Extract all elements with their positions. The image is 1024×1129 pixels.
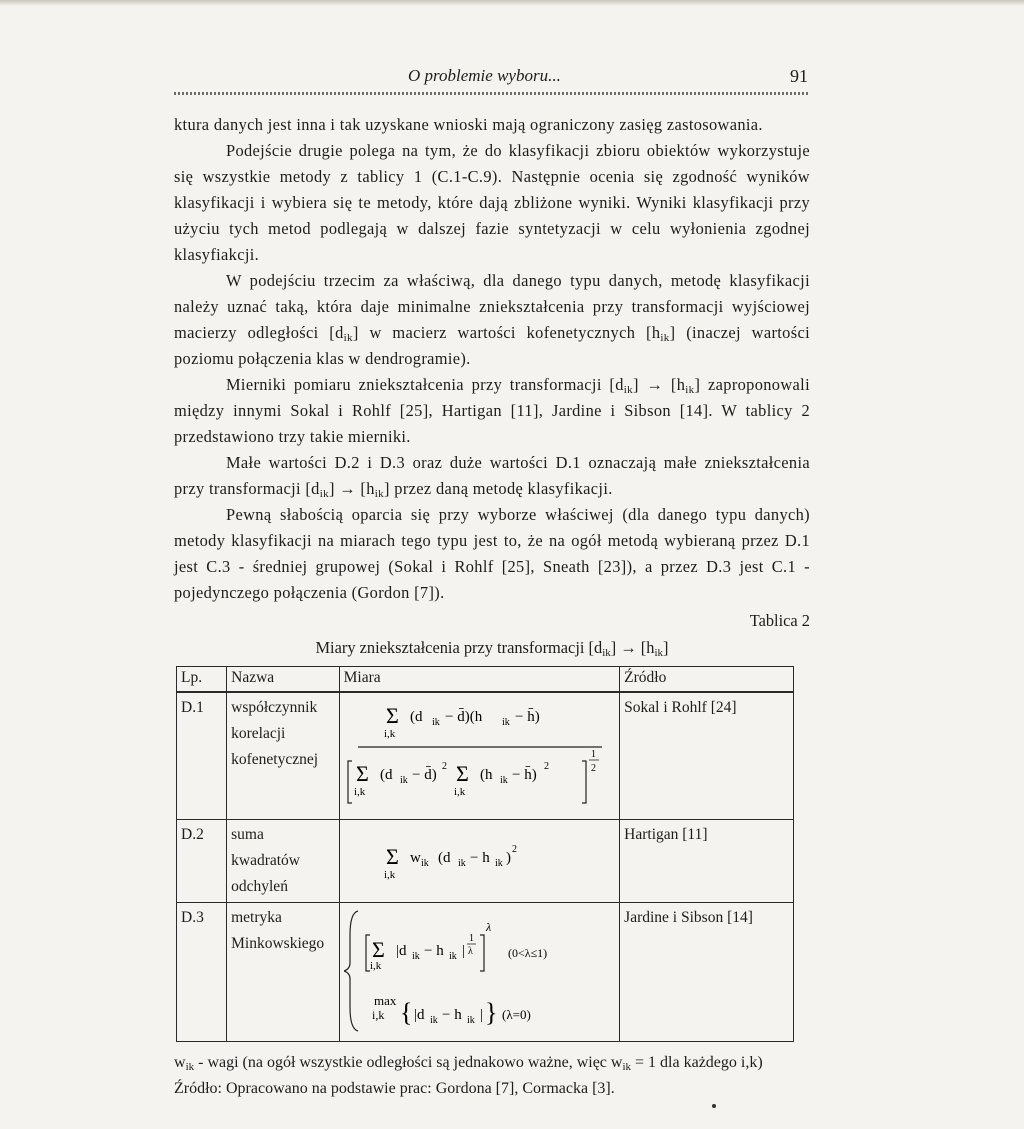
root-exponent-den: 2 <box>590 763 596 774</box>
square-exponent: 2 <box>511 844 517 855</box>
cell-source: Hartigan [11] <box>620 820 794 903</box>
max-operator: max <box>373 993 397 1008</box>
term-d: (d <box>437 850 451 866</box>
lambda-exp-num: 1 <box>468 933 474 944</box>
table-title-end: ] <box>663 638 669 657</box>
numerator-mid: − d̄)(h <box>444 709 482 725</box>
condition-lambda-range: (0<λ≤1) <box>507 946 547 960</box>
formula-minkowski-metric <box>344 905 606 1035</box>
table-title <box>174 636 810 660</box>
sum-index: i,k <box>353 786 365 798</box>
paragraph-5 <box>174 450 810 502</box>
abs-open: |d <box>413 1007 425 1023</box>
body-text <box>174 112 810 606</box>
sum-sign: Σ <box>455 761 469 786</box>
page-number: 91 <box>790 66 808 86</box>
paragraph-3-text-c: ] (inaczej wartości poziomu połączenia klas w dendrogramie). <box>174 323 810 368</box>
running-head <box>174 60 810 94</box>
paragraph-3 <box>174 268 810 372</box>
header-miara: Miara <box>339 667 620 693</box>
cell-nazwa: suma kwadratów odchyleń <box>227 820 340 903</box>
cell-nazwa: metryka Minkowskiego <box>227 903 340 1042</box>
term-h: − h <box>469 850 490 866</box>
subscript-ik: ik <box>343 332 353 344</box>
subscript-ik: ik <box>654 647 664 659</box>
bracket-left <box>348 761 352 803</box>
subscript-ik: ik <box>623 384 634 396</box>
cell-lp: D.1 <box>177 692 227 820</box>
subscript-ik: ik <box>448 951 457 962</box>
subscript-ik: ik <box>431 717 440 728</box>
abs-close: | <box>461 943 465 959</box>
subscript-ik: ik <box>319 488 329 500</box>
brace-close: } <box>484 998 498 1027</box>
sum-sign: Σ <box>385 703 399 728</box>
header-zrodlo: Źródło <box>620 667 794 693</box>
sum-index: i,k <box>383 869 395 881</box>
sum-sign: Σ <box>355 761 369 786</box>
max-index: i,k <box>371 1008 384 1022</box>
paragraph-6: Pewną słabością oparcia się przy wyborze właściwej (dla danego typu danych) metody klasyfikacji na miarach tego typu jest to, że na ogół metodą wybieraną przez D.1 jest C.3 - średniej grupowej (Sokal i Rohlf [25], Sneath [23]), a przez D.3 jest C.1 - pojedynczego połączenia (Gordon [7]). <box>174 505 810 602</box>
subscript-ik: ik <box>185 1061 195 1073</box>
condition-lambda-zero: (λ=0) <box>501 1007 531 1022</box>
cell-miara <box>339 692 620 820</box>
paragraph-2: Podejście drugie polega na tym, że do klasyfikacji zbioru obiektów wykorzystuje się wszystkie metody z tablicy 1 (C.1-C.9). Następnie ocenia się zgodność wyników klasyfikacji i wybiera się te metody, które dają zbliżone wyniki. Wyniki klasyfikacji przy użyciu tych metod podlegają w dalszej fazie syntetyzacji w celu wyłonienia zgodnej klasyfiakcji. <box>174 141 810 264</box>
header-nazwa: Nazwa <box>227 667 340 693</box>
subscript-ik: ik <box>411 951 420 962</box>
bracket-right <box>582 761 586 803</box>
paragraph-5-text: Małe wartości D.2 i D.3 oraz duże wartości D.1 oznaczają małe zniekształcenia przy transformacji [d <box>174 453 810 498</box>
subscript-ik: ik <box>466 1015 475 1026</box>
square-exponent: 2 <box>543 761 549 772</box>
footnote <box>174 1050 810 1102</box>
table-row <box>177 820 794 903</box>
subscript-ik: ik <box>501 717 510 728</box>
formula-cophenetic-correlation <box>344 695 606 813</box>
numerator-end: − h̄) <box>514 709 540 725</box>
table-title-arrow: ] → [h <box>610 638 655 657</box>
cell-miara <box>339 820 620 903</box>
footnote-source: Źródło: Opracowano na podstawie prac: Gordona [7], Cormacka [3]. <box>174 1080 615 1097</box>
cell-source: Sokal i Rohlf [24] <box>620 692 794 820</box>
subscript-ik: ik <box>420 858 429 869</box>
table-row <box>177 903 794 1042</box>
sum-index: i,k <box>369 960 381 972</box>
paragraph-5-text-c: ] przez daną metodę klasyfikacji. <box>384 479 613 498</box>
root-exponent-num: 1 <box>590 749 596 760</box>
brace-open: { <box>399 998 413 1027</box>
abs-minus-h: − h <box>441 1007 462 1023</box>
book-page <box>174 60 810 1102</box>
cell-lp: D.2 <box>177 820 227 903</box>
paragraph-3-text-b: ] w macierz wartości kofenetycznych [h <box>352 323 661 342</box>
subscript-ik: ik <box>429 1015 438 1026</box>
subscript-ik: ik <box>399 775 408 786</box>
header-lp: Lp. <box>177 667 227 693</box>
subscript-ik: ik <box>602 647 611 659</box>
square-exponent: 2 <box>441 761 447 772</box>
abs-close: | <box>479 1007 483 1023</box>
header-rule <box>174 92 810 95</box>
cell-nazwa: współczynnik korelacji kofenetycznej <box>227 692 340 820</box>
subscript-ik: ik <box>622 1061 632 1073</box>
cell-miara <box>339 903 620 1042</box>
scan-speck <box>712 1104 716 1108</box>
denominator-h-mean: − h̄) <box>511 767 537 783</box>
sum-sign: Σ <box>371 937 385 962</box>
sum-index: i,k <box>453 786 465 798</box>
table-row <box>177 692 794 820</box>
formula-squared-deviations <box>344 822 606 888</box>
subscript-ik: ik <box>660 332 670 344</box>
sum-index: i,k <box>383 728 395 740</box>
measures-table <box>176 666 794 1042</box>
table-title-text: Miary zniekształcenia przy transformacji [d <box>315 638 603 657</box>
footnote-w-text-end: = 1 dla każdego i,k) <box>631 1054 763 1071</box>
footnote-w-text: - wagi (na ogół wszystkie odległości są jednakowo ważne, więc w <box>194 1054 623 1071</box>
sum-sign: Σ <box>385 844 399 869</box>
bracket-right <box>480 935 484 971</box>
table-label: Tablica 2 <box>749 611 810 630</box>
subscript-ik: ik <box>494 858 503 869</box>
numerator-d: (d <box>409 709 423 725</box>
subscript-ik: ik <box>457 858 466 869</box>
paragraph-3-text: W podejściu trzecim za właściwą, dla danego typu danych, metodę klasyfikacji należy uznać taką, która daje minimalne zniekształcenia przy transformacji wyjściowej macierzy odległości [d <box>174 271 810 342</box>
weight-w: w <box>409 850 421 866</box>
paragraph-5-text-b: ] → [h <box>328 479 375 498</box>
table-header-row <box>177 667 794 693</box>
lambda-exp-den: λ <box>467 946 473 957</box>
running-title: O problemie wyboru... <box>408 66 561 85</box>
denominator-d-mean: − d̄) <box>411 767 437 783</box>
paragraph-4-text-c: ] zaproponowali między innymi Sokal i Rohlf [25], Hartigan [11], Jardine i Sibson [14]. W tablicy 2 przedstawiono trzy takie mierniki. <box>174 375 810 446</box>
paragraph-4-text: Mierniki pomiaru zniekształcenia przy transformacji [d <box>226 375 624 394</box>
case-brace <box>344 911 358 1031</box>
cell-source: Jardine i Sibson [14] <box>620 903 794 1042</box>
outer-exponent-lambda: λ <box>485 920 491 934</box>
abs-minus-h: − h <box>423 943 444 959</box>
subscript-ik: ik <box>374 488 385 500</box>
footnote-weights <box>174 1050 810 1076</box>
denominator-h: (h <box>479 767 493 783</box>
subscript-ik: ik <box>685 384 695 396</box>
denominator-d: (d <box>379 767 393 783</box>
footnote-w: w <box>174 1054 186 1071</box>
scan-top-edge <box>0 0 1024 6</box>
paragraph-1: ktura danych jest inna i tak uzyskane wnioski mają ograniczony zasięg zastosowania. <box>174 115 763 134</box>
paragraph-4-text-b: ] → [h <box>633 375 686 394</box>
cell-lp: D.3 <box>177 903 227 1042</box>
paragraph-4 <box>174 372 810 450</box>
subscript-ik: ik <box>499 775 508 786</box>
term-close: ) <box>505 850 511 866</box>
abs-open: |d <box>395 943 407 959</box>
